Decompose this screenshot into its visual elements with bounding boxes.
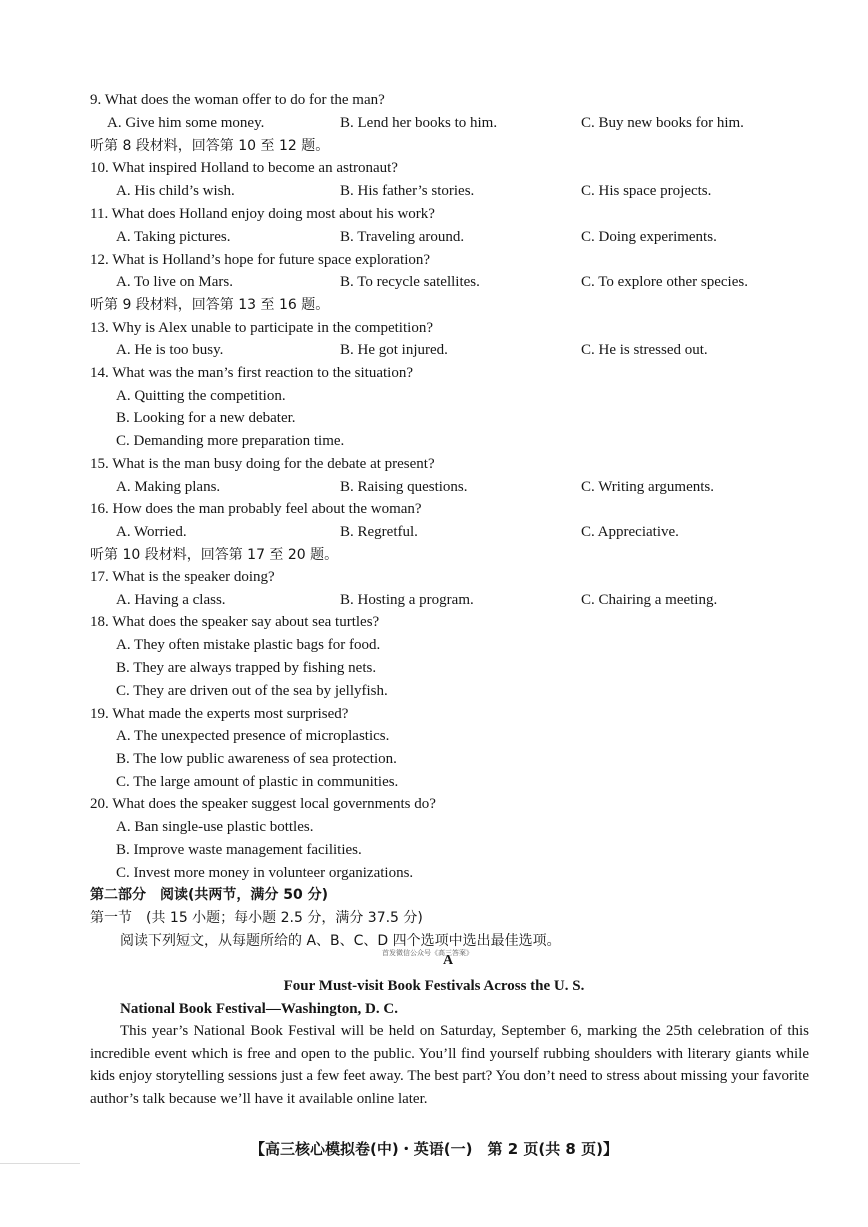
question-19-option-b: B. The low public awareness of sea protection. — [116, 751, 397, 767]
part-two-heading: 第二部分 阅读(共两节，满分 50 分) — [90, 887, 329, 903]
question-18-option-c: C. They are driven out of the sea by jellyfish. — [116, 683, 388, 699]
divider — [0, 1163, 80, 1164]
question-10-option-b: B. His father’s stories. — [340, 183, 475, 199]
question-16-option-a: A. Worried. — [116, 524, 187, 540]
passage-letter: A — [443, 953, 454, 968]
question-17-stem: 17. What is the speaker doing? — [90, 569, 275, 585]
question-9-stem: 9. What does the woman offer to do for the man? — [90, 92, 385, 108]
question-17-option-a: A. Having a class. — [116, 592, 226, 608]
question-12-option-c: C. To explore other species. — [581, 274, 748, 290]
section-one-heading: 第一节 (共 15 小题；每小题 2.5 分，满分 37.5 分) — [90, 910, 423, 926]
question-10-option-a: A. His child’s wish. — [116, 183, 235, 199]
question-19-option-c: C. The large amount of plastic in communities. — [116, 774, 399, 790]
question-19-stem: 19. What made the experts most surprised? — [90, 706, 349, 722]
question-15-option-a: A. Making plans. — [116, 479, 221, 495]
question-15-option-b: B. Raising questions. — [340, 479, 468, 495]
question-16-option-c: C. Appreciative. — [581, 524, 679, 540]
question-20-option-a: A. Ban single-use plastic bottles. — [116, 819, 314, 835]
question-20-stem: 20. What does the speaker suggest local governments do? — [90, 796, 436, 812]
question-15-option-c: C. Writing arguments. — [581, 479, 715, 495]
question-18-stem: 18. What does the speaker say about sea turtles? — [90, 614, 380, 630]
question-11-stem: 11. What does Holland enjoy doing most about his work? — [90, 206, 435, 222]
question-18-option-a: A. They often mistake plastic bags for food. — [116, 637, 381, 653]
question-18-option-b: B. They are always trapped by fishing nets. — [116, 660, 377, 676]
question-11-option-a: A. Taking pictures. — [116, 229, 231, 245]
question-12-option-b: B. To recycle satellites. — [340, 274, 480, 290]
question-9-option-a: A. Give him some money. — [107, 115, 265, 131]
passage-title: Four Must-visit Book Festivals Across the U. S. — [283, 978, 585, 994]
question-14-option-b: B. Looking for a new debater. — [116, 410, 296, 426]
question-12-stem: 12. What is Holland’s hope for future space exploration? — [90, 252, 431, 268]
question-9-option-c: C. Buy new books for him. — [581, 115, 744, 131]
question-11-option-b: B. Traveling around. — [340, 229, 465, 245]
question-12-option-a: A. To live on Mars. — [116, 274, 233, 290]
watermark-text: 首发微信公众号《高三答案》 — [382, 949, 473, 957]
question-14-option-c: C. Demanding more preparation time. — [116, 433, 345, 449]
question-15-stem: 15. What is the man busy doing for the debate at present? — [90, 456, 435, 472]
question-9-option-b: B. Lend her books to him. — [340, 115, 498, 131]
section-instruction-8: 听第 8 段材料，回答第 10 至 12 题。 — [90, 138, 330, 154]
question-20-option-b: B. Improve waste management facilities. — [116, 842, 362, 858]
question-11-option-c: C. Doing experiments. — [581, 229, 717, 245]
question-14-option-a: A. Quitting the competition. — [116, 388, 286, 404]
section-instruction-9: 听第 9 段材料，回答第 13 至 16 题。 — [90, 297, 330, 313]
question-13-option-c: C. He is stressed out. — [581, 342, 708, 358]
reading-instruction: 阅读下列短文，从每题所给的 A、B、C、D 四个选项中选出最佳选项。 — [120, 933, 561, 949]
question-10-option-c: C. His space projects. — [581, 183, 712, 199]
page-footer: 【高三核心模拟卷(中)・英语(一) 第 2 页(共 8 页)】 — [250, 1140, 618, 1158]
question-17-option-b: B. Hosting a program. — [340, 592, 474, 608]
passage-paragraph: This year’s National Book Festival will be held on Saturday, September 6, marking the 25th celebration of this incredible event which is free and open to the public. You’ll find yourself rubbing shoulders with literary giants while kids enjoy storytelling sessions just a few feet away. The best part? You don’t need to stress about missing your favorite author’s talk because we’ll have it available online later. — [90, 1023, 809, 1107]
question-13-option-a: A. He is too busy. — [116, 342, 224, 358]
question-17-option-c: C. Chairing a meeting. — [581, 592, 718, 608]
question-14-stem: 14. What was the man’s first reaction to the situation? — [90, 365, 413, 381]
question-19-option-a: A. The unexpected presence of microplastics. — [116, 728, 390, 744]
question-13-option-b: B. He got injured. — [340, 342, 448, 358]
section-instruction-10: 听第 10 段材料，回答第 17 至 20 题。 — [90, 547, 339, 563]
question-16-option-b: B. Regretful. — [340, 524, 418, 540]
question-10-stem: 10. What inspired Holland to become an astronaut? — [90, 160, 398, 176]
question-20-option-c: C. Invest more money in volunteer organizations. — [116, 865, 414, 881]
question-16-stem: 16. How does the man probably feel about the woman? — [90, 501, 422, 517]
question-13-stem: 13. Why is Alex unable to participate in the competition? — [90, 320, 433, 336]
passage-subheading: National Book Festival—Washington, D. C. — [120, 1001, 398, 1017]
